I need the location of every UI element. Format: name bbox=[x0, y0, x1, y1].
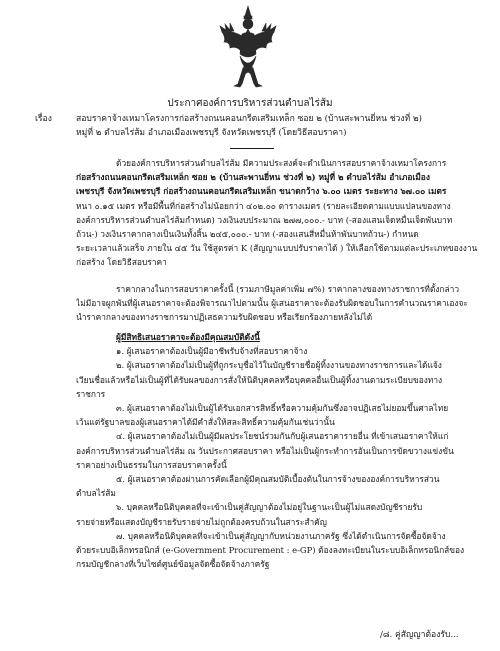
text-line: นำราคากลางของทางราชการมาปฏิเสธความรับผิดชอบ หรือเรียกร้องภายหลังไม่ได้ bbox=[76, 312, 373, 323]
text-line: ก่อสร้างถนนคอนกรีตเสริมเหล็ก ซอย ๒ (บ้านสะพานยี่หน ช่วงที่ ๒) หมู่ที่ ๒ ตำบลไร่ส้ม อำเภอเมือง bbox=[76, 172, 430, 183]
qualification-line: เวียนชื่อแล้วหรือไม่เป็นผู้ที่ได้รับผลของการสั่งให้นิติบุคคลหรือบุคคลอื่นเป็นผู้ทิ้งงานตามระเบียบของทาง bbox=[76, 374, 443, 385]
text-line: ระยะเวลาแล้วเสร็จ ภายใน ๔๕ วัน ใช้สูตรค่า K (สัญญาแบบปรับราคาได้ ) ให้เลือกใช้ตามแต่ละประเภทของงาน bbox=[76, 243, 478, 254]
qualification-line: ๔. ผู้เสนอราคาต้องไม่เป็นผู้มีผลประโยชน์ร่วมกันกับผู้เสนอราคารายอื่น ที่เข้าเสนอราคาให้แก่ bbox=[116, 431, 449, 442]
subject-block bbox=[35, 112, 476, 140]
qualifications-heading: ผู้มีสิทธิเสนอราคาจะต้องมีคุณสมบัติดังนี้ bbox=[116, 332, 260, 342]
subject-label: เรื่อง bbox=[35, 114, 52, 124]
qualification-line: ๓. ผู้เสนอราคาต้องไม่เป็นผู้ได้รับเอกสารสิทธิ์หรือความคุ้มกันซึ่งอาจปฏิเสธไม่ยอมขึ้นศาลไทย bbox=[116, 403, 449, 414]
text-line: ไม่มีอาจผูกพันที่ผู้เสนอราคาจะต้องพิจารณาไปตามนั้น ผู้เสนอราคาจะต้องรับผิดชอบในการคำนวณราคาเองจะ bbox=[76, 298, 468, 309]
text-line: องค์การบริหารส่วนตำบลไร่ส้มกำหนด) วงเงินงบประมาณ ๒๗๗,๐๐๐.- บาท (-สองแสนเจ็ดหมื่นเจ็ดพันบาท bbox=[76, 214, 453, 225]
qualification-line: ๕. ผู้เสนอราคาต้องผ่านการคัดเลือกผู้มีคุณสมบัติเบื้องต้นในการจ้างขององค์การบริหารส่วน bbox=[116, 474, 440, 485]
text-line: ถ้วน-) วงเงินราคากลางเป็นเงินทั้งสิ้น ๒๔๕,๐๐๐.- บาท (-สองแสนสี่หมื่นห้าพันบาทถ้วน-) กำหนด bbox=[76, 229, 419, 240]
qualification-line: ตำบลไร่ส้ม bbox=[76, 488, 116, 499]
announcement-title: ประกาศองค์การบริหารส่วนตำบลไร่ส้ม bbox=[167, 98, 333, 109]
text-line: หนา ๐.๑๕ เมตร หรือมีพื้นที่ก่อสร้างไม่น้อยกว่า ๔๐๒.๐๐ ตารางเมตร (รายละเอียดตามแบบแปลนของทาง bbox=[76, 200, 451, 211]
qualifications-section bbox=[76, 330, 480, 571]
qualification-line: เว้นแต่รัฐบาลของผู้เสนอราคาได้มีคำสั่งให้สละสิทธิ์ความคุ้มกันเช่นว่านั้น bbox=[76, 417, 335, 428]
subject-line: หมู่ที่ ๒ ตำบลไร่ส้ม อำเภอเมืองเพชรบุรี จังหวัดเพชรบุรี (โดยวิธีสอบราคา) bbox=[76, 128, 347, 138]
text-line: ราคากลางในการสอบราคาครั้งนี้ (รวมภาษีมูลค่าเพิ่ม ๗%) ราคากลางของทางราชการที่ตั้งกล่าว bbox=[116, 284, 460, 294]
qualification-line: ๖. บุคคลหรือนิติบุคคลที่จะเข้าเป็นคู่สัญญาต้องไม่อยู่ในฐานะเป็นผู้ไม่แสดงบัญชีรายรับ bbox=[116, 502, 423, 513]
garuda-emblem-icon bbox=[218, 4, 278, 92]
divider bbox=[230, 148, 274, 149]
qualification-line: องค์การบริหารส่วนตำบลไร่ส้ม ณ วันประกาศสอบราคา หรือไม่เป็นผู้กระทำการอันเป็นการขัดขวางแข่งขัน bbox=[76, 445, 454, 456]
qualification-line: ๗. บุคคลหรือนิติบุคคลที่จะเข้าเป็นคู่สัญญากับหน่วยงานภาครัฐ ซึ่งได้ดำเนินการจัดซื้อจัดจ้าง bbox=[116, 530, 446, 541]
paragraph-purpose bbox=[76, 156, 480, 270]
qualification-line: กรมบัญชีกลางที่เว็บไซต์ศูนย์ข้อมูลจัดซื้อจัดจ้างภาครัฐ bbox=[76, 559, 270, 570]
text-line: ก่อสร้าง โดยวิธีสอบราคา bbox=[76, 257, 167, 268]
text-line: เพชรบุรี จังหวัดเพชรบุรี ก่อสร้างถนนคอนกรีตเสริมเหล็ก ขนาดกว้าง ๖.๐๐ เมตร ระยะทาง ๖๗.๐๐ เมตร bbox=[76, 186, 447, 197]
continuation-note: /๘. คู่สัญญาต้องรับ... bbox=[380, 630, 459, 640]
paragraph-median-price bbox=[76, 282, 480, 325]
subject-line: สอบราคาจ้างเหมาโครงการก่อสร้างถนนคอนกรีตเสริมเหล็ก ซอย ๒ (บ้านสะพานยี่หน ช่วงที่ ๒) bbox=[76, 114, 422, 124]
qualification-line: ๒. ผู้เสนอราคาต้องไม่เป็นผู้ที่ถูกระบุชื่อไว้ในบัญชีรายชื่อผู้ทิ้งงานของทางราชการและได้แจ้ง bbox=[116, 360, 442, 371]
qualification-line: ด้วยระบบอิเล็กทรอนิกส์ (e-Government Procurement : e-GP) ต้องลงทะเบียนในระบบอิเล็กทรอนิกส์ของ bbox=[76, 545, 465, 556]
text-line: ด้วยองค์การบริหารส่วนตำบลไร่ส้ม มีความประสงค์จะดำเนินการสอบราคาจ้างเหมาโครงการ bbox=[116, 158, 447, 168]
qualification-line: ๑. ผู้เสนอราคาต้องเป็นผู้มีอาชีพรับจ้างที่สอบราคาจ้าง bbox=[116, 346, 308, 357]
qualification-line: ราคาอย่างเป็นธรรมในการสอบราคาครั้งนี้ bbox=[76, 459, 227, 470]
qualification-line: ราชการ bbox=[76, 388, 106, 399]
qualification-line: รายจ่ายหรือแสดงบัญชีรายรับรายจ่ายไม่ถูกต้องครบถ้วนในสาระสำคัญ bbox=[76, 516, 327, 527]
